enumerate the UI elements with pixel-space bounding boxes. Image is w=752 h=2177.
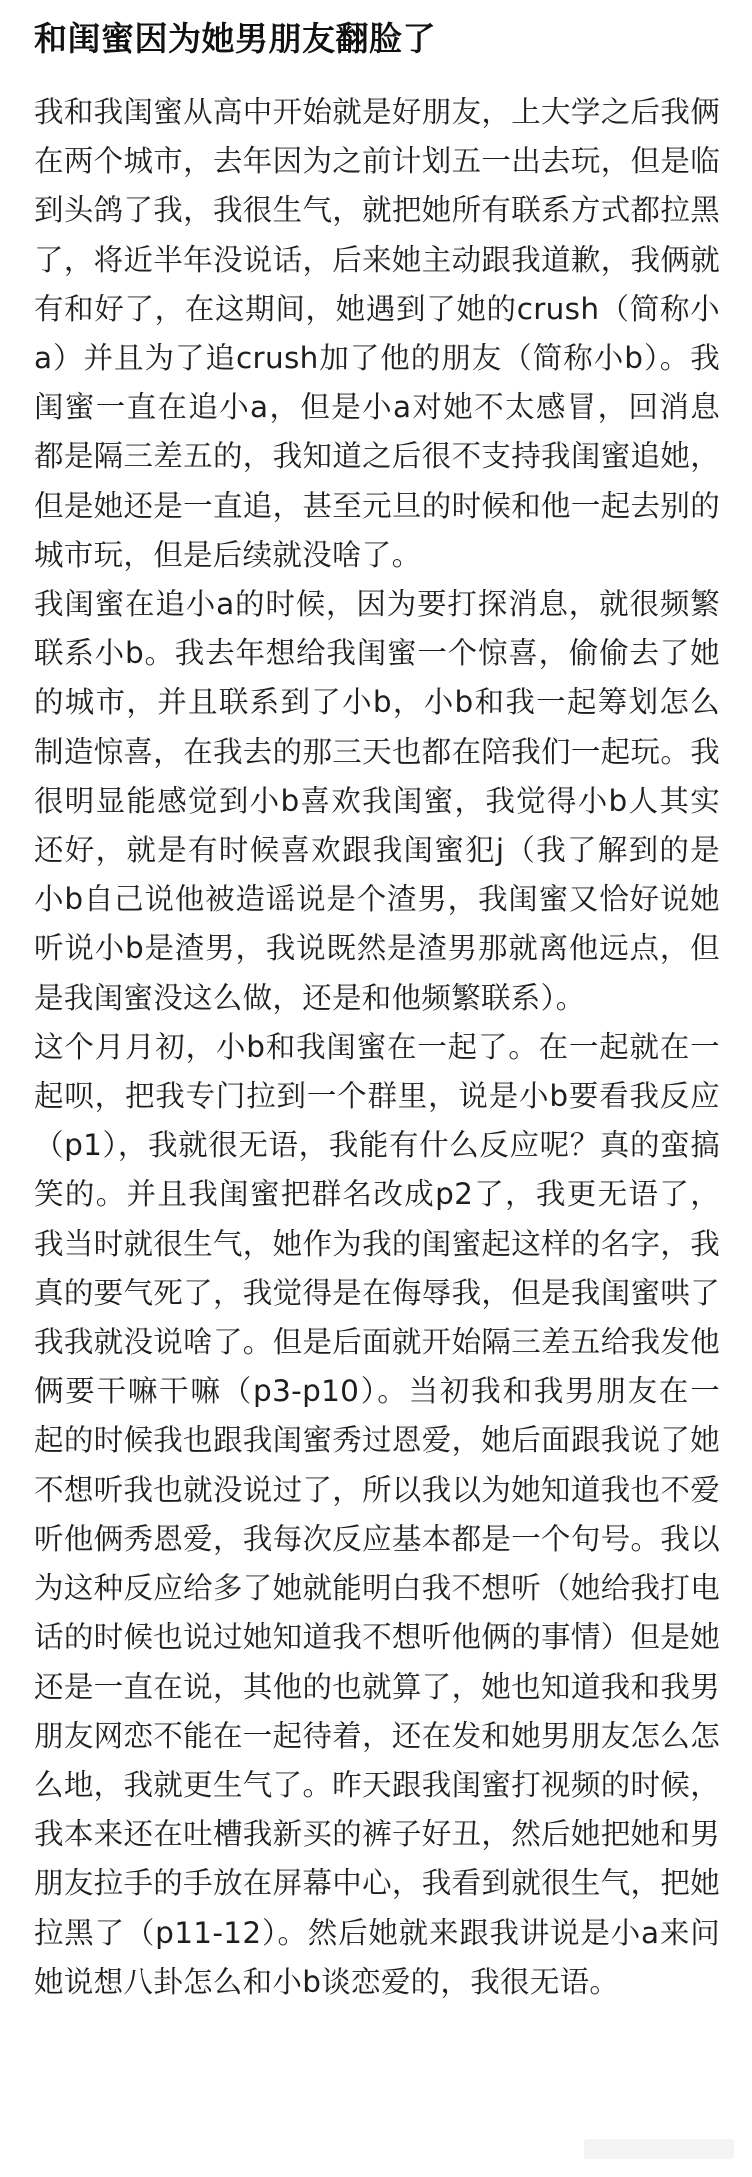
watermark-logo bbox=[584, 2139, 734, 2159]
post-body bbox=[34, 88, 720, 2007]
post-paragraph-1: 我和我闺蜜从高中开始就是好朋友，上大学之后我俩在两个城市，去年因为之前计划五一出去玩，但是临到头鸽了我，我很生气，就把她所有联系方式都拉黑了，将近半年没说话，后来她主动跟我道歉，我俩就有和好了，在这期间，她遇到了她的crush（简称小a）并且为了追crush加了他的朋友（简称小b）。我闺蜜一直在追小a，但是小a对她不太感冒，回消息都是隔三差五的，我知道之后很不支持我闺蜜追她，但是她还是一直追，甚至元旦的时候和他一起去别的城市玩，但是后续就没啥了。 bbox=[34, 95, 720, 572]
post-paragraph-3: 这个月月初，小b和我闺蜜在一起了。在一起就在一起呗，把我专门拉到一个群里，说是小b要看我反应（p1），我就很无语，我能有什么反应呢？真的蛮搞笑的。并且我闺蜜把群名改成p2了，我更无语了，我当时就很生气，她作为我的闺蜜起这样的名字，我真的要气死了，我觉得是在侮辱我，但是我闺蜜哄了我我就没说啥了。但是后面就开始隔三差五给我发他俩要干嘛干嘛（p3-p10）。当初我和我男朋友在一起的时候我也跟我闺蜜秀过恩爱，她后面跟我说了她不想听我也就没说过了，所以我以为她知道我也不爱听他俩秀恩爱，我每次反应基本都是一个句号。我以为这种反应给多了她就能明白我不想听（她给我打电话的时候也说过她知道我不想听他俩的事情）但是她还是一直在说，其他的也就算了，她也知道我和我男朋友网恋不能在一起待着，还在发和她男朋友怎么怎么地，我就更生气了。昨天跟我闺蜜打视频的时候，我本来还在吐槽我新买的裤子好丑，然后她把她和男朋友拉手的手放在屏幕中心，我看到就很生气，把她拉黑了（p11-12）。然后她就来跟我讲说是小a来问她说想八卦怎么和小b谈恋爱的，我很无语。 bbox=[34, 1029, 720, 1999]
post-paragraph-2: 我闺蜜在追小a的时候，因为要打探消息，就很频繁联系小b。我去年想给我闺蜜一个惊喜，偷偷去了她的城市，并且联系到了小b，小b和我一起筹划怎么制造惊喜，在我去的那三天也都在陪我们一起玩。我很明显能感觉到小b喜欢我闺蜜，我觉得小b人其实还好，就是有时候喜欢跟我闺蜜犯j（我了解到的是小b自己说他被造谣说是个渣男，我闺蜜又恰好说她听说小b是渣男，我说既然是渣男那就离他远点，但是我闺蜜没这么做，还是和他频繁联系）。 bbox=[34, 587, 720, 1015]
post-title: 和闺蜜因为她男朋友翻脸了 bbox=[34, 19, 436, 58]
